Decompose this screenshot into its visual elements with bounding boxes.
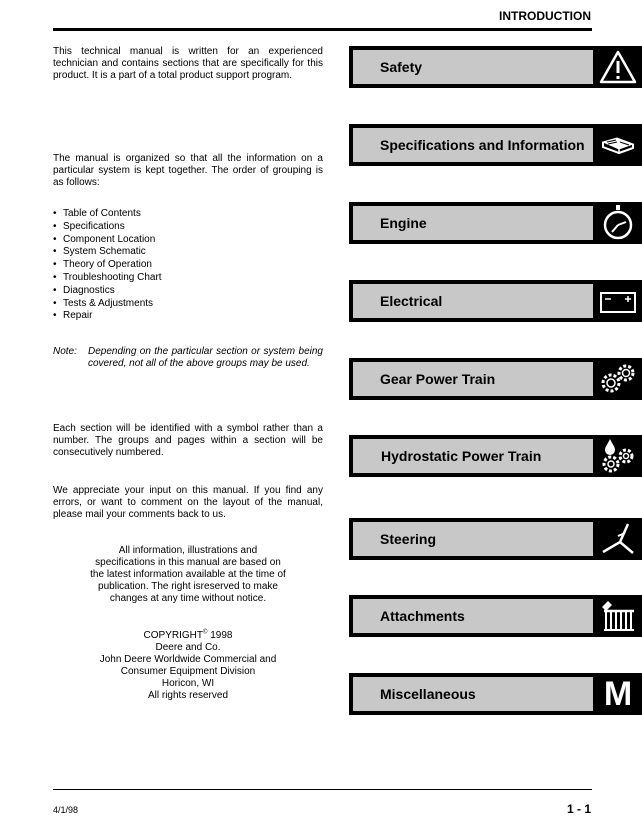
letter-m-glyph: M	[603, 675, 633, 713]
disclaimer-line: publication. The right isreserved to make	[98, 581, 278, 592]
list-item: • Specifications	[53, 221, 323, 234]
tab-label: Miscellaneous	[380, 685, 476, 702]
list-item: • Component Location	[53, 234, 323, 247]
oil-drop-gears-icon	[594, 435, 642, 477]
section-tab-steering[interactable]	[349, 518, 642, 560]
section-tab-safety[interactable]	[349, 46, 642, 88]
tab-label: Safety	[380, 58, 423, 75]
tab-label-box	[353, 206, 593, 240]
page-number: 1 - 1	[566, 802, 591, 816]
intro-paragraph: This technical manual is written for an experienced technician and contains sections that are specifically for this product. It is a part of a total product support program.	[53, 46, 323, 81]
organization-paragraph: The manual is organized so that all the information on a particular system is kept together. The order of grouping is as follows:	[53, 153, 323, 188]
note-text: Depending on the particular section or system being covered, not all of the above groups may be used.	[88, 346, 323, 369]
list-item: • Diagnostics	[53, 285, 323, 298]
copyright-label: COPYRIGHT	[143, 630, 203, 641]
header-rule	[53, 28, 592, 31]
warning-triangle-icon	[594, 46, 642, 88]
note	[53, 346, 323, 369]
note-label: Note:	[53, 346, 77, 357]
steering-icon	[594, 518, 642, 560]
stopwatch-icon	[594, 202, 642, 244]
gears-icon	[594, 358, 642, 400]
copyright-symbol: ©	[203, 629, 208, 636]
copyright-location: Horicon, WI	[161, 678, 215, 689]
copyright-rights: All rights reserved	[147, 690, 229, 701]
section-tab-miscellaneous[interactable]	[349, 673, 642, 715]
tab-label-box	[353, 599, 593, 633]
disclaimer-line: changes at any time without notice.	[109, 593, 267, 604]
open-book-icon	[594, 124, 642, 166]
section-tab-engine[interactable]	[349, 202, 642, 244]
tab-label: Attachments	[380, 607, 465, 624]
list-item: • Repair	[53, 310, 323, 323]
tab-label: Steering	[380, 530, 437, 547]
tab-label: Hydrostatic Power Train	[381, 447, 542, 464]
tab-label: Gear Power Train	[380, 370, 496, 387]
footer-date: 4/1/98	[53, 805, 79, 815]
feedback-paragraph: We appreciate your input on this manual. If you find any errors, or want to comment on the layout of the manual, please mail your comments back to us.	[53, 485, 323, 520]
list-item: • Theory of Operation	[53, 259, 323, 272]
tab-label: Engine	[380, 214, 427, 231]
tab-label-box	[353, 50, 593, 84]
section-tab-electrical[interactable]	[349, 280, 642, 322]
copyright-block	[53, 630, 323, 702]
grouping-list	[53, 208, 323, 323]
tab-label-box	[353, 439, 593, 473]
tab-label: Specifications and Information	[380, 136, 585, 153]
disclaimer-line: All information, illustrations and	[118, 545, 258, 556]
tab-label-box	[353, 284, 593, 318]
tab-label-box	[353, 677, 593, 711]
disclaimer-line: the latest information available at the time of	[90, 569, 286, 580]
letter-m-icon	[594, 673, 642, 715]
copyright-line	[53, 630, 323, 642]
section-symbol-paragraph: Each section will be identified with a symbol rather than a number. The groups and pages within a section will be consecutively numbered.	[53, 423, 323, 458]
section-tab-specifications[interactable]	[349, 124, 642, 166]
list-item: • Troubleshooting Chart	[53, 272, 323, 285]
copyright-company: Deere and Co.	[155, 642, 221, 653]
list-item: • Table of Contents	[53, 208, 323, 221]
disclaimer	[53, 545, 323, 605]
tab-label: Electrical	[380, 292, 443, 309]
tab-label-box	[353, 522, 593, 556]
list-item: • Tests & Adjustments	[53, 298, 323, 311]
section-tab-gear-power-train[interactable]	[349, 358, 642, 400]
list-item: • System Schematic	[53, 246, 323, 259]
tab-label-box	[353, 128, 593, 162]
footer-rule	[53, 789, 592, 790]
section-tab-hydrostatic-power-train[interactable]	[349, 435, 642, 477]
copyright-year: 1998	[210, 630, 233, 641]
copyright-division-cont: Consumer Equipment Division	[120, 666, 256, 677]
copyright-division: John Deere Worldwide Commercial and	[99, 654, 277, 665]
disclaimer-line: specifications in this manual are based on	[95, 557, 281, 568]
battery-icon	[594, 280, 642, 322]
page-title: INTRODUCTION	[499, 9, 591, 23]
tab-label-box	[353, 362, 593, 396]
attachment-rake-icon	[594, 595, 642, 637]
section-tab-attachments[interactable]	[349, 595, 642, 637]
